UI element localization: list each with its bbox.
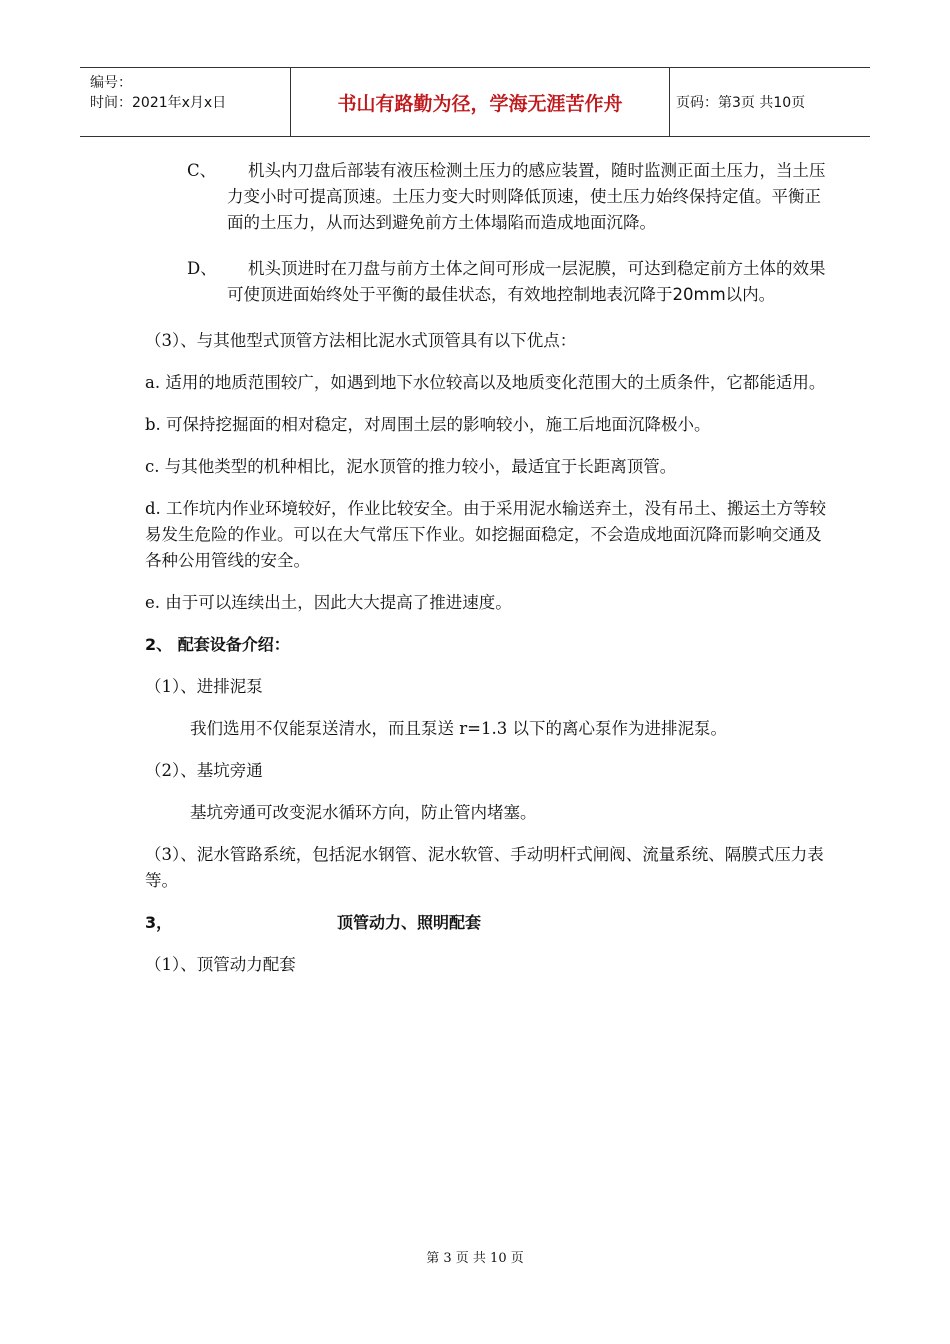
time-label: 时间：2021年x月x日 [90, 95, 227, 111]
advantage-a: a. 适用的地质范围较广，如遇到地下水位较高以及地质变化范围大的土质条件，它都能适用。 [145, 373, 826, 392]
document-body [145, 158, 835, 994]
item-c-text: 机头内刀盘后部装有液压检测土压力的感应装置，随时监测正面土压力，当土压力变小时可提高顶速。土压力变大时则降低顶速，使土压力始终保持定值。平衡正面的土压力，从而达到避免前方土体塌陷而造成地面沉降。 [227, 161, 826, 232]
item-c [145, 158, 835, 236]
header-motto: 书山有路勤为径，学海无涯苦作舟 [290, 68, 670, 136]
advantage-e: e. 由于可以连续出土，因此大大提高了推进速度。 [145, 593, 512, 612]
section-2-2-text: 基坑旁通可改变泥水循环方向，防止管内堵塞。 [190, 803, 537, 822]
advantage-d: d. 工作坑内作业环境较好，作业比较安全。由于采用泥水输送弃土，没有吊土、搬运土方等较易发生危险的作业。可以在大气常压下作业。如挖掘面稳定，不会造成地面沉降而影响交通及各种公用管线的安全。 [145, 499, 827, 570]
section-2-2-heading: （2）、基坑旁通 [145, 761, 263, 780]
item-d-label: D、 [187, 259, 217, 278]
section-2-3-text: （3）、泥水管路系统，包括泥水钢管、泥水软管、手动明杆式闸阀、流量系统、隔膜式压力表等。 [145, 845, 824, 890]
item-d [145, 256, 835, 308]
section-2-1-text: 我们选用不仅能泵送清水，而且泵送 r=1.3 以下的离心泵作为进排泥泵。 [190, 719, 727, 738]
item-d-text-after: 以内。 [725, 285, 776, 304]
number-label: 编号： [90, 75, 132, 91]
section-2-heading: 2、 配套设备介绍： [145, 635, 290, 654]
item-d-value: 20mm [672, 285, 726, 304]
section-3-number: 3， [145, 913, 173, 932]
page-header [80, 67, 870, 137]
advantages-heading: （3）、与其他型式顶管方法相比泥水式顶管具有以下优点： [145, 331, 577, 350]
item-d-text [227, 256, 835, 308]
section-3-heading [145, 910, 835, 936]
advantage-b: b. 可保持挖掘面的相对稳定，对周围土层的影响较小，施工后地面沉降极小。 [145, 415, 711, 434]
item-d-text-before: 机头顶进时在刀盘与前方土体之间可形成一层泥膜，可达到稳定前方土体的效果可使顶进面始终处于平衡的最佳状态，有效地控制地表沉降于 [227, 259, 826, 304]
item-c-label: C、 [187, 161, 217, 180]
header-left [80, 68, 290, 136]
header-page-label: 页码：第3页 共10页 [676, 95, 806, 111]
section-2-1-heading: （1）、进排泥泵 [145, 677, 263, 696]
section-3-title: 顶管动力、照明配套 [337, 913, 482, 932]
page-footer: 第 3 页 共 10 页 [426, 1251, 524, 1266]
section-3-1-heading: （1）、顶管动力配套 [145, 955, 296, 974]
advantage-c: c. 与其他类型的机种相比，泥水顶管的推力较小，最适宜于长距离顶管。 [145, 457, 677, 476]
